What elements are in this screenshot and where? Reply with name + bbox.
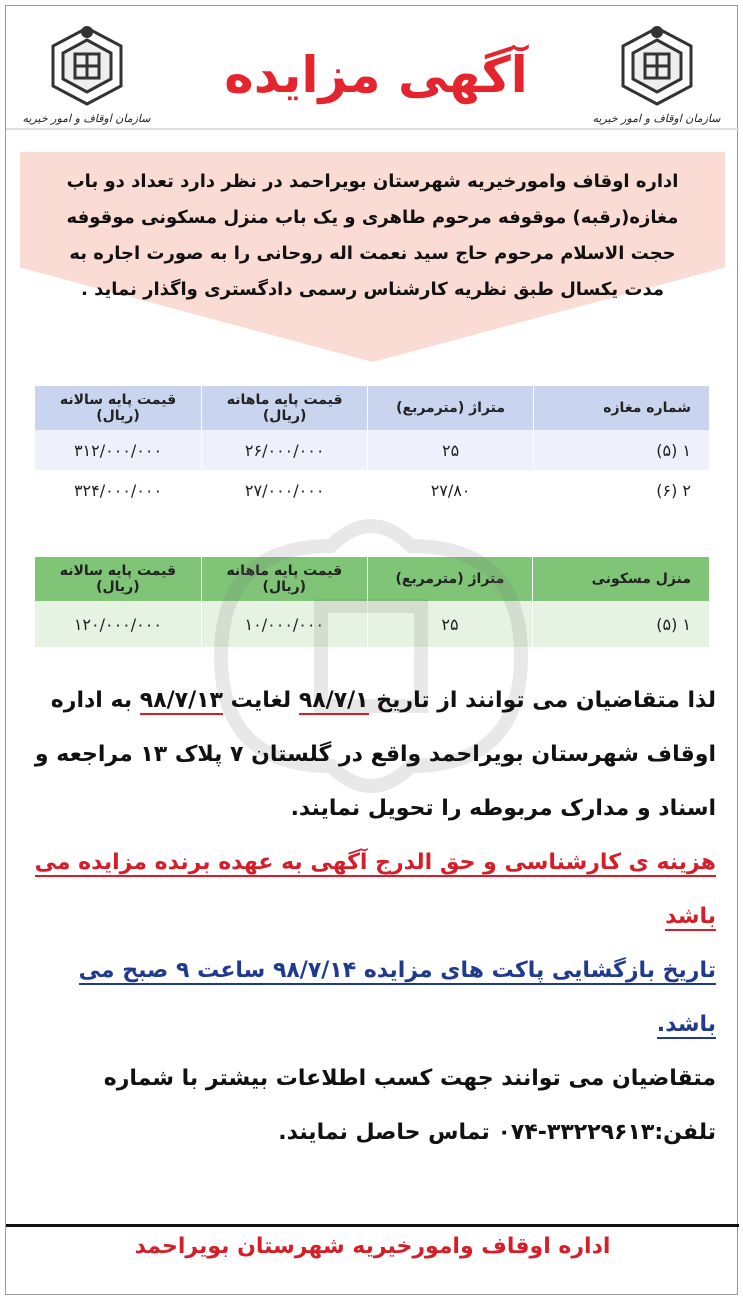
col-area: متراژ (مترمربع) [368, 386, 534, 430]
col-house: منزل مسکونی [533, 557, 709, 601]
table-row [35, 430, 710, 470]
col-monthly-price: قیمت پایه ماهانه (ریال) [202, 386, 368, 430]
paragraph-submission [26, 674, 716, 836]
footer-org-name: اداره اوقاف وامورخیریه شهرستان بویراحمد [134, 1234, 611, 1259]
intro-text: اداره اوقاف وامورخیریه شهرستان بویراحمد در نظر دارد تعداد دو باب مغازه(رقبه) موقوفه مرحوم طاهری و یک باب منزل مسکونی موقوفه حجت الاسلام مرحوم حاج سید نعمت اله روحانی را به صورت اجاره به مدت یکسال طبق نظریه کارشناس رسمی دادگستری واگذار نماید . [66, 171, 679, 300]
paragraph-opening [26, 944, 716, 1052]
opening-text: تاریخ بازگشایی پاکت های مزایده ۹۸/۷/۱۴ ساعت ۹ صبح می باشد. [78, 958, 716, 1037]
cell-annual-price: ۱۲۰/۰۰۰/۰۰۰ [35, 601, 202, 647]
notice-body [26, 674, 716, 1160]
title-divider [6, 128, 739, 130]
cell-shop-number: ۱ (۵) [533, 430, 709, 470]
date-from: ۹۸/۷/۱ [298, 688, 369, 713]
notice-title: آگهی مزایده [224, 46, 528, 104]
cell-area: ۲۵ [367, 601, 532, 647]
logo-caption: سازمان اوقاف و امور خیریه [592, 112, 721, 125]
col-shop-number: شماره مغازه [533, 386, 709, 430]
auction-notice [5, 5, 738, 1295]
awqaf-emblem-icon [45, 24, 129, 108]
awqaf-logo-right [584, 24, 729, 142]
table-header-row [35, 386, 710, 430]
date-to: ۹۸/۷/۱۳ [139, 688, 223, 713]
contact-text: متقاضیان می توانند جهت کسب اطلاعات بیشتر با شماره تلفن:۳۳۲۲۹۶۱۳-۰۷۴ تماس حاصل نمایند. [103, 1066, 716, 1145]
col-annual-price: قیمت پایه سالانه (ریال) [35, 386, 202, 430]
awqaf-logo-left [14, 24, 159, 142]
cell-area: ۲۷/۸۰ [368, 470, 534, 510]
cell-annual-price: ۳۱۲/۰۰۰/۰۰۰ [35, 430, 202, 470]
intro-box [20, 152, 725, 362]
paragraph-contact [26, 1052, 716, 1160]
col-area: متراژ (مترمربع) [367, 557, 532, 601]
cell-annual-price: ۳۲۴/۰۰۰/۰۰۰ [35, 470, 202, 510]
cell-monthly-price: ۱۰/۰۰۰/۰۰۰ [201, 601, 367, 647]
submission-text-c: به اداره اوقاف شهرستان بویراحمد واقع در گلستان ۷ پلاک ۱۳ مراجعه و اسناد و مدارک مربوطه را تحویل نمایند. [34, 688, 716, 821]
table-row [35, 470, 710, 510]
table-row [35, 601, 710, 647]
fees-text: هزینه ی کارشناسی و حق الدرج آگهی به عهده برنده مزایده می باشد [34, 850, 716, 929]
cell-monthly-price: ۲۶/۰۰۰/۰۰۰ [202, 430, 368, 470]
logo-caption: سازمان اوقاف و امور خیریه [22, 112, 151, 125]
footer-divider [6, 1224, 739, 1227]
cell-house-number: ۱ (۵) [533, 601, 709, 647]
submission-text-b: لغایت [230, 688, 292, 713]
table-header-row [35, 557, 710, 601]
house-table [34, 557, 709, 647]
submission-text-a: لذا متقاضیان می توانند از تاریخ [376, 688, 716, 713]
awqaf-emblem-icon [615, 24, 699, 108]
col-annual-price: قیمت پایه سالانه (ریال) [35, 557, 202, 601]
cell-area: ۲۵ [368, 430, 534, 470]
paragraph-fees [26, 836, 716, 944]
col-monthly-price: قیمت پایه ماهانه (ریال) [201, 557, 367, 601]
cell-shop-number: ۲ (۶) [533, 470, 709, 510]
cell-monthly-price: ۲۷/۰۰۰/۰۰۰ [202, 470, 368, 510]
shops-table [34, 386, 709, 510]
